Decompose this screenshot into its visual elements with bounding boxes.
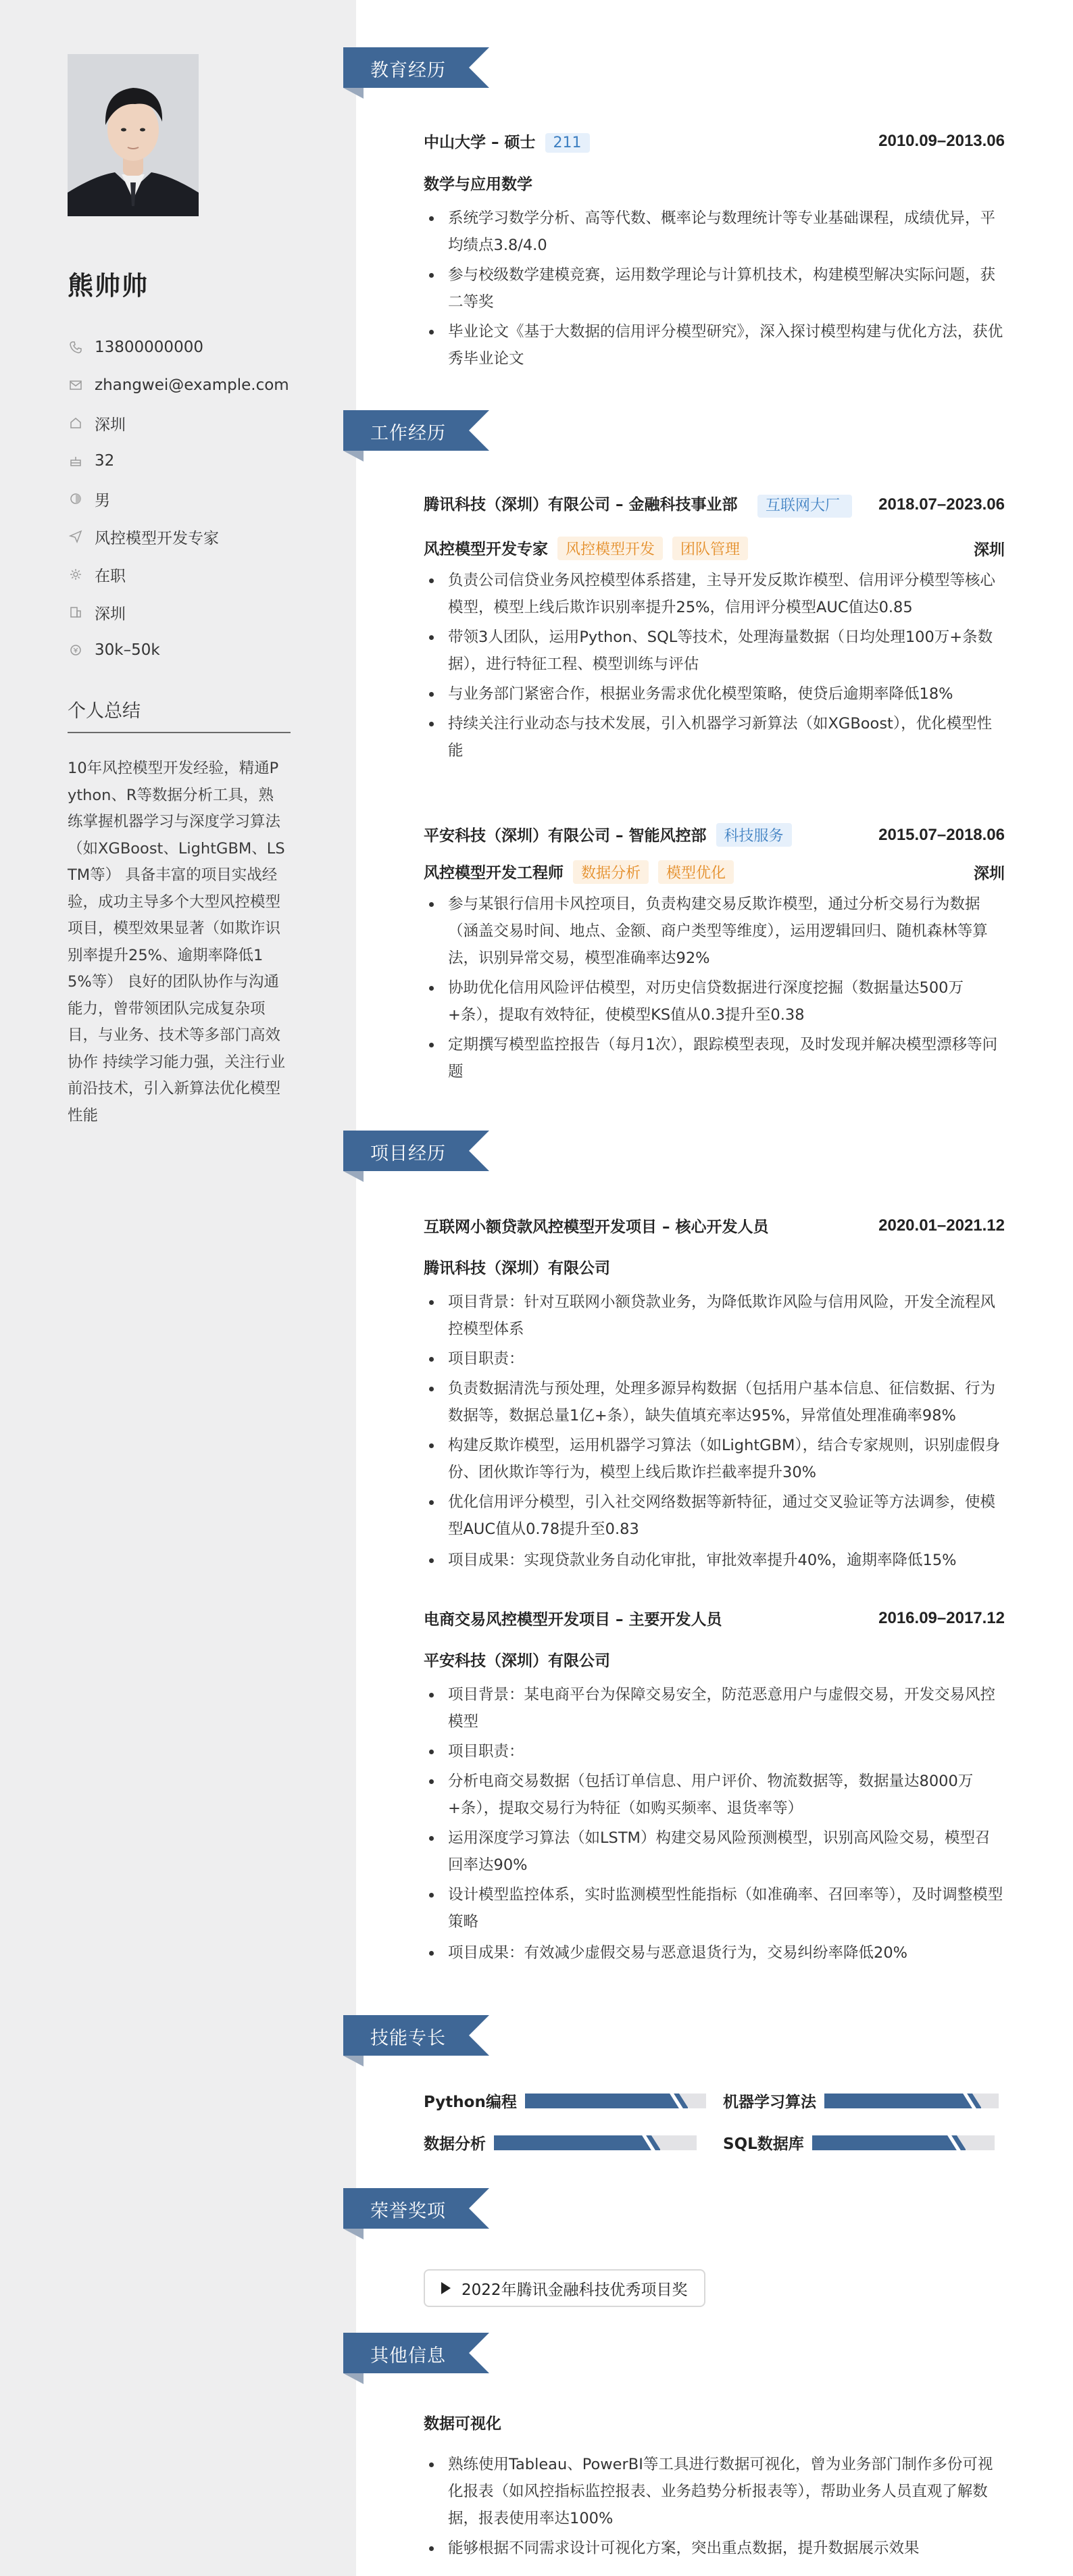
project-2-company-row — [424, 1648, 1005, 1670]
skill-bar — [824, 2094, 999, 2108]
skill-label: SQL数据库 — [723, 2135, 804, 2153]
building-icon — [68, 604, 84, 620]
mail-icon — [68, 377, 84, 393]
list-item: 毕业论文《基于大数据的信用评分模型研究》，深入探讨模型构建与优化方法，获优秀毕业论文 — [424, 318, 1005, 372]
skill-label: 机器学习算法 — [723, 2094, 816, 2111]
info-phone — [68, 328, 297, 366]
project-block-2 — [424, 1607, 1005, 1969]
work-2-city: 深圳 — [974, 865, 1005, 883]
education-school: 中山大学 – 硕士 — [424, 134, 536, 151]
work-1-city: 深圳 — [974, 541, 1005, 559]
skill-label: Python编程 — [424, 2094, 517, 2111]
summary-text: 10年风控模型开发经验，精通Python、R等数据分析工具，熟练掌握机器学习与深度学习算法（如XGBoost、LightGBM、LSTM等） 具备丰富的项目实战经验，成功主导多个大型风控模型项目，模型效果显著（如欺诈识别率提升25%、逾期率降低15%等） 良好的团队协作与沟通能力，曾带领团队完成复杂项目，与业务、技术等多部门高效协作 持续学习能力强，关注行业前沿技术，引入新算法优化模型性能 — [68, 760, 286, 1124]
list-item: 带领3人团队，运用Python、SQL等技术，处理海量数据（日均处理100万+条数据），进行特征工程、模型训练与评估 — [424, 624, 1005, 678]
info-status — [68, 555, 297, 593]
list-item: 构建反欺诈模型，运用机器学习算法（如LightGBM），结合专家规则，识别虚假身份、团伙欺诈等行为，模型上线后欺诈拦截率提升30% — [424, 1432, 1005, 1486]
contact-info-list — [68, 328, 297, 669]
coin-icon — [68, 642, 84, 658]
education-major-text: 数学与应用数学 — [424, 176, 532, 193]
info-location — [68, 404, 297, 442]
list-item: 项目背景：针对互联网小额贷款业务，为降低欺诈风险与信用风险，开发全流程风控模型体系 — [424, 1289, 1005, 1343]
work-1-role: 风控模型开发专家 — [424, 541, 548, 558]
skill-bar-fill — [494, 2135, 660, 2150]
summary-title: 个人总结 — [68, 696, 291, 733]
gender-value: 男 — [95, 491, 110, 510]
play-icon — [441, 2282, 451, 2294]
section-title-skills: 技能专长 — [370, 2028, 446, 2049]
list-item: 负责数据清洗与预处理，处理多源异构数据（包括用户基本信息、征信数据、行为数据等，数据总量1亿+条），缺失值填充率达95%，异常值处理准确率98% — [424, 1375, 1005, 1429]
title-value: 风控模型开发专家 — [95, 529, 219, 547]
skill-bar-fill — [812, 2135, 966, 2150]
project-1-period: 2020.01–2021.12 — [878, 1216, 1005, 1235]
work-2-tag-2: 模型优化 — [658, 860, 734, 884]
info-title — [68, 518, 297, 555]
project-1-company-row — [424, 1256, 1005, 1278]
work-block-1 — [424, 492, 1005, 767]
skill-item — [424, 2131, 697, 2154]
section-title-projects: 项目经历 — [370, 1143, 446, 1164]
education-badge: 211 — [545, 133, 590, 153]
skill-item — [424, 2089, 706, 2112]
award-item — [424, 2269, 705, 2307]
avatar — [68, 54, 199, 216]
education-bullets — [424, 205, 1005, 372]
info-gender — [68, 480, 297, 518]
list-item: 定期撰写模型监控报告（每月1次），跟踪模型表现，及时发现并解决模型漂移等问题 — [424, 1031, 1005, 1085]
list-item: 协助优化信用风险评估模型，对历史信贷数据进行深度挖掘（数据量达500万+条），提取有效特征，使模型KS值从0.3提升至0.38 — [424, 974, 1005, 1029]
work-1-badge: 互联网大厂 — [757, 495, 852, 518]
work-1-bullets — [424, 567, 1005, 764]
email-value: zhangwei@example.com — [95, 376, 289, 394]
list-item: 运用深度学习算法（如LSTM）构建交易风险预测模型，识别高风险交易，模型召回率达90% — [424, 1825, 1005, 1879]
education-header — [424, 130, 1005, 153]
project-1-header — [424, 1214, 1005, 1237]
work-2-role: 风控模型开发工程师 — [424, 864, 564, 882]
section-title-awards: 荣誉奖项 — [370, 2201, 446, 2222]
sidebar — [0, 0, 356, 2576]
work-block-2 — [424, 823, 1005, 1088]
gender-icon — [68, 491, 84, 507]
target-city-value: 深圳 — [95, 605, 126, 623]
award-text: 2022年腾讯金融科技优秀项目奖 — [461, 2281, 688, 2299]
project-1-bullets — [424, 1289, 1005, 1574]
work-1-role-row — [424, 537, 1005, 560]
work-1-company: 腾讯科技（深圳）有限公司 – 金融科技事业部 — [424, 496, 738, 514]
status-value: 在职 — [95, 567, 126, 585]
project-1-company: 腾讯科技（深圳）有限公司 — [424, 1260, 610, 1277]
work-2-period: 2015.07–2018.06 — [878, 825, 1005, 844]
candidate-name: 熊帅帅 — [68, 271, 149, 301]
work-2-company: 平安科技（深圳）有限公司 – 智能风控部 — [424, 827, 707, 845]
phone-icon — [68, 339, 84, 355]
section-tag-work — [343, 410, 489, 451]
section-tag-skills — [343, 2015, 489, 2056]
work-1-tag-1: 风控模型开发 — [557, 537, 663, 560]
portrait-illustration — [68, 54, 199, 216]
age-value: 32 — [95, 452, 115, 470]
list-item: 项目成果：实现贷款业务自动化审批，审批效率提升40%，逾期率降低15% — [424, 1547, 1005, 1574]
project-2-header — [424, 1607, 1005, 1629]
list-item: 项目背景：某电商平台为保障交易安全，防范恶意用户与虚假交易，开发交易风控模型 — [424, 1681, 1005, 1735]
skill-bar — [494, 2135, 697, 2150]
education-period: 2010.09–2013.06 — [878, 132, 1005, 150]
list-item: 与业务部门紧密合作，根据业务需求优化模型策略，使贷后逾期率降低18% — [424, 680, 1005, 708]
home-icon — [68, 415, 84, 431]
skill-bar-fill — [525, 2094, 688, 2108]
work-2-header — [424, 823, 1005, 847]
list-item: 参与某银行信用卡风控项目，负责构建交易反欺诈模型，通过分析交易行为数据（涵盖交易时间、地点、金额、商户类型等维度），运用逻辑回归、随机森林等算法，识别异常交易，模型准确率达92% — [424, 891, 1005, 972]
list-item: 项目成果：有效减少虚假交易与恶意退货行为，交易纠纷率降低20% — [424, 1939, 1005, 1966]
list-item: 设计模型监控体系，实时监测模型性能指标（如准确率、召回率等），及时调整模型策略 — [424, 1881, 1005, 1935]
other-bullets — [424, 2451, 1005, 2562]
section-title-work: 工作经历 — [370, 423, 446, 444]
section-tag-education — [343, 47, 489, 88]
skill-label: 数据分析 — [424, 2135, 486, 2153]
phone-value: 13800000000 — [95, 339, 203, 356]
project-2-bullets — [424, 1681, 1005, 1966]
work-1-tag-2: 团队管理 — [672, 537, 748, 560]
work-2-role-row — [424, 860, 1005, 884]
skill-bar-fill — [824, 2094, 981, 2108]
project-2-period: 2016.09–2017.12 — [878, 1608, 1005, 1627]
skill-item — [723, 2089, 999, 2112]
list-item: 项目职责： — [424, 1345, 1005, 1372]
other-block — [424, 2411, 1005, 2565]
work-2-bullets — [424, 891, 1005, 1085]
section-title-other: 其他信息 — [370, 2346, 446, 2367]
list-item: 分析电商交易数据（包括订单信息、用户评价、物流数据等，数据量达8000万+条），提取交易行为特征（如购买频率、退货率等） — [424, 1768, 1005, 1822]
gear-icon — [68, 566, 84, 583]
list-item: 持续关注行业动态与技术发展，引入机器学习新算法（如XGBoost），优化模型性能 — [424, 710, 1005, 764]
skill-item — [723, 2131, 995, 2154]
salary-value: 30k–50k — [95, 641, 160, 659]
section-tag-projects — [343, 1131, 489, 1171]
list-item: 项目职责： — [424, 1738, 1005, 1765]
list-item: 熟练使用Tableau、PowerBI等工具进行数据可视化，曾为业务部门制作多份可视化报表（如风控指标监控报表、业务趋势分析报表等），帮助业务人员直观了解数据，报表使用率达100% — [424, 2451, 1005, 2532]
section-tag-awards — [343, 2188, 489, 2229]
other-heading: 数据可视化 — [424, 2415, 501, 2433]
work-1-header — [424, 492, 1005, 518]
education-major — [424, 172, 1005, 194]
work-2-tag-1: 数据分析 — [573, 860, 649, 884]
info-email — [68, 366, 297, 404]
work-2-badge: 科技服务 — [716, 823, 792, 847]
list-item: 优化信用评分模型，引入社交网络数据等新特征，通过交叉验证等方法调参，使模型AUC值从0.78提升至0.83 — [424, 1489, 1005, 1543]
list-item: 负责公司信贷业务风控模型体系搭建，主导开发反欺诈模型、信用评分模型等核心模型，模型上线后欺诈识别率提升25%，信用评分模型AUC值达0.85 — [424, 567, 1005, 621]
section-title-education: 教育经历 — [370, 60, 446, 81]
cake-icon — [68, 453, 84, 469]
list-item: 参与校级数学建模竞赛，运用数学理论与计算机技术，构建模型解决实际问题，获二等奖 — [424, 262, 1005, 316]
section-tag-other — [343, 2333, 489, 2373]
list-item: 系统学习数学分析、高等代数、概率论与数理统计等专业基础课程，成绩优异，平均绩点3.8/4.0 — [424, 205, 1005, 259]
send-icon — [68, 528, 84, 545]
project-block-1 — [424, 1214, 1005, 1577]
list-item: 能够根据不同需求设计可视化方案，突出重点数据，提升数据展示效果 — [424, 2535, 1005, 2562]
skill-bar — [812, 2135, 995, 2150]
other-header — [424, 2411, 1005, 2433]
education-block — [424, 130, 1005, 375]
location-value: 深圳 — [95, 416, 126, 434]
info-salary — [68, 631, 297, 669]
info-target-city — [68, 593, 297, 631]
info-age — [68, 442, 297, 480]
project-2-company: 平安科技（深圳）有限公司 — [424, 1652, 610, 1670]
skill-bar — [525, 2094, 706, 2108]
work-1-period: 2018.07–2023.06 — [878, 495, 1005, 514]
project-2-title: 电商交易风控模型开发项目 – 主要开发人员 — [424, 1611, 722, 1629]
project-1-title: 互联网小额贷款风控模型开发项目 – 核心开发人员 — [424, 1218, 769, 1236]
